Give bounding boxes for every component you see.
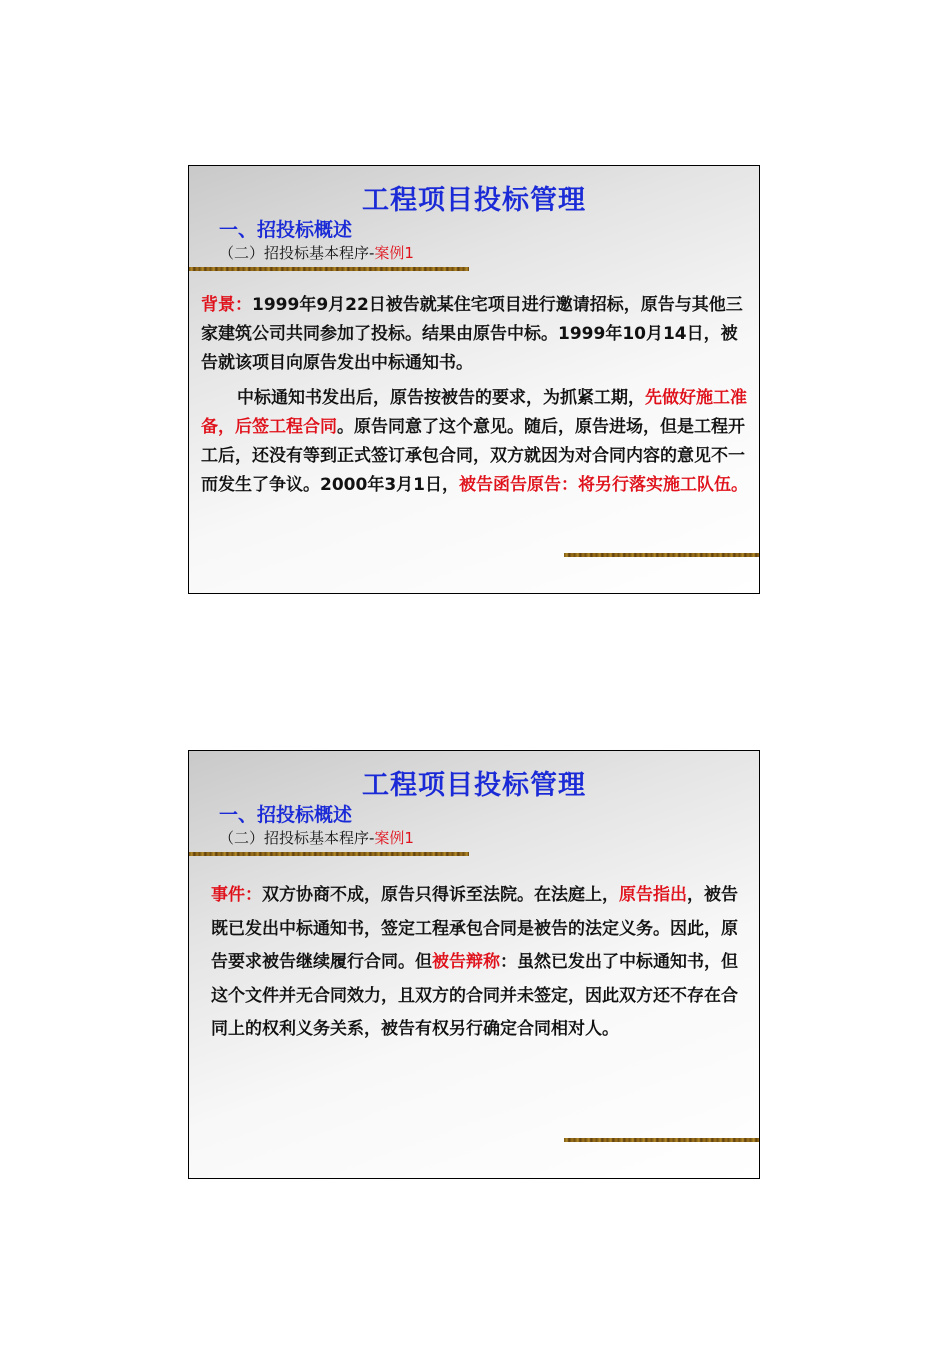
label-background: 背景： <box>201 295 252 315</box>
highlight-run: 原告指出 <box>619 885 687 905</box>
slide-title: 工程项目投标管理 <box>362 185 586 216</box>
paragraph-events <box>201 384 749 500</box>
highlight-run: 被告辩称 <box>432 952 500 972</box>
slide-title: 工程项目投标管理 <box>362 770 586 801</box>
decorative-bar-top <box>189 852 469 856</box>
subsection-heading <box>219 242 414 263</box>
subsection-prefix: （二）招投标基本程序- <box>219 244 375 262</box>
label-incident: 事件： <box>211 885 262 905</box>
text-run: ：虽然已发出了中标通知书，但这个文件并无合同效力，且双方的合同并未签定，因此双方还不存在合同上的权利义务关系，被告有权另行确定合同相对人。 <box>211 952 738 1039</box>
text-run: 中标通知书发出后，原告按被告的要求，为抓紧工期， <box>237 388 645 408</box>
highlight-run: 被告函告原告：将另行落实施工队伍。 <box>458 475 748 495</box>
subsection-prefix: （二）招投标基本程序- <box>219 829 375 847</box>
subsection-heading <box>219 827 414 848</box>
decorative-bar-bottom <box>564 553 759 557</box>
slide-1 <box>188 165 760 594</box>
decorative-bar-bottom <box>564 1138 759 1142</box>
text-run: 双方协商不成，原告只得诉至法院。在法庭上， <box>262 885 619 905</box>
paragraph-background <box>201 291 749 378</box>
case-tag: 案例1 <box>374 829 414 847</box>
text-run: 1999年9月22日被告就某住宅项目进行邀请招标，原告与其他三家建筑公司共同参加了投标。结果由原告中标。1999年10月14日，被告就该项目向原告发出中标通知书。 <box>201 295 743 373</box>
section-heading: 一、招投标概述 <box>219 804 353 826</box>
highlight-run: 先做好施工准备，后签工程合同 <box>201 388 747 437</box>
paragraph-incident <box>211 879 741 1047</box>
case-tag: 案例1 <box>374 244 414 262</box>
slide-2 <box>188 750 760 1179</box>
text-run: 。原告同意了这个意见。随后，原告进场，但是工程开工后，还没有等到正式签订承包合同，双方就因为对合同内容的意见不一而发生了争议。2000年3月1日， <box>201 417 745 495</box>
decorative-bar-top <box>189 267 469 271</box>
text-run: ，被告既已发出中标通知书，签定工程承包合同是被告的法定义务。因此，原告要求被告继续履行合同。但 <box>211 885 738 972</box>
section-heading: 一、招投标概述 <box>219 219 353 241</box>
